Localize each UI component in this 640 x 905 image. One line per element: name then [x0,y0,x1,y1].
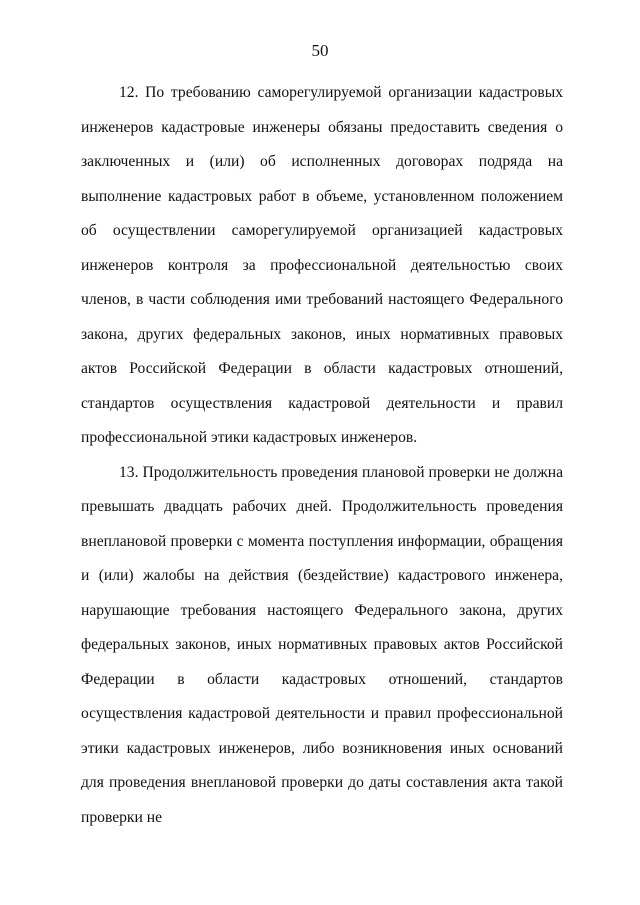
paragraph-12: 12. По требованию саморегулируемой организации кадастровых инженеров кадастровые инженеры обязаны предоставить сведения о заключенных и (или) об исполненных договорах подряда на выполнение кадастровых работ в объеме, установленном положением об осуществлении саморегулируемой организацией кадастровых инженеров контроля за профессиональной деятельностью своих членов, в части соблюдения ими требований настоящего Федерального закона, других федеральных законов, иных нормативных правовых актов Российской Федерации в области кадастровых отношений, стандартов осуществления кадастровой деятельности и правил профессиональной этики кадастровых инженеров. [81,84,563,446]
paragraph-13: 13. Продолжительность проведения плановой проверки не должна превышать двадцать рабочих дней. Продолжительность проведения внеплановой проверки с момента поступления информации, обращения и (или) жалобы на действия (бездействие) кадастрового инженера, нарушающие требования настоящего Федерального закона, других федеральных законов, иных нормативных правовых актов Российской Федерации в области кадастровых отношений, стандартов осуществления кадастровой деятельности и правил профессиональной этики кадастровых инженеров, либо возникновения иных оснований для проведения внеплановой проверки до даты составления акта такой проверки не [81,463,563,826]
document-body [81,76,563,835]
page-number: 50 [311,41,329,60]
